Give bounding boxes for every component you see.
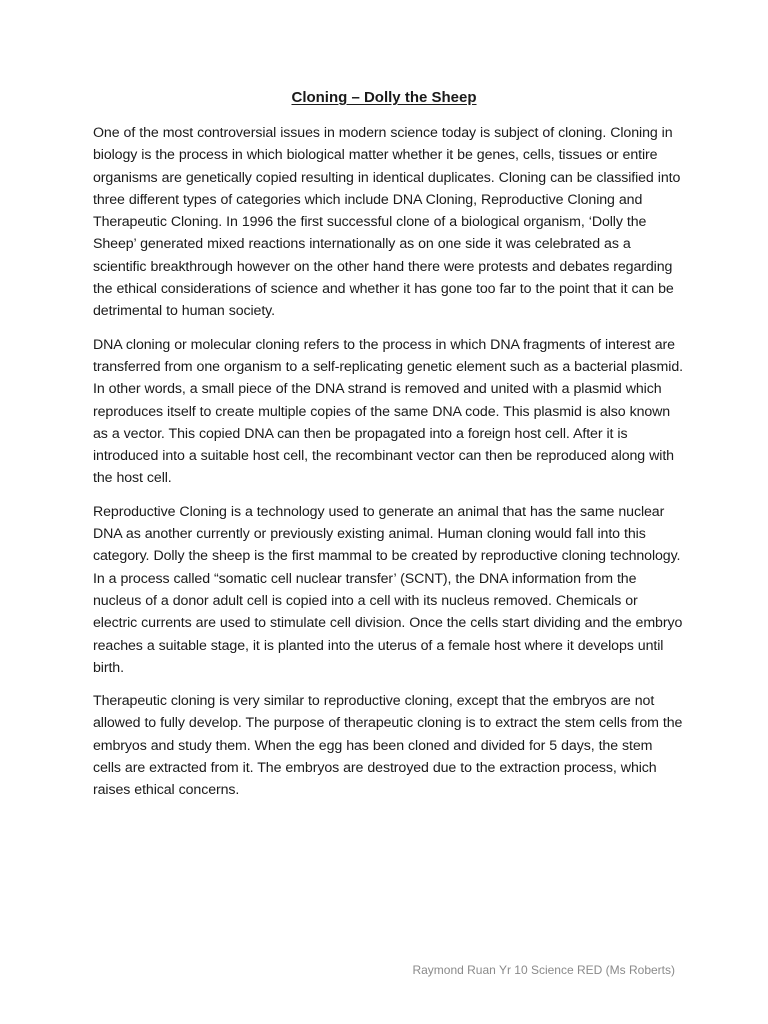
document-footer: Raymond Ruan Yr 10 Science RED (Ms Roberts)	[412, 963, 675, 977]
document-body	[93, 122, 683, 813]
paragraph-therapeutic-cloning: Therapeutic cloning is very similar to reproductive cloning, except that the embryos are not allowed to fully develop. The purpose of therapeutic cloning is to extract the stem cells from the embryos and study them. When the egg has been cloned and divided for 5 days, the stem cells are extracted from it. The embryos are destroyed due to the extraction process, which raises ethical concerns.	[93, 693, 683, 799]
document-title: Cloning – Dolly the Sheep	[291, 89, 477, 106]
paragraph-intro: One of the most controversial issues in modern science today is subject of cloning. Cloning in biology is the process in which biological matter whether it be genes, cells, tissues or entire organisms are genetically copied resulting in identical duplicates. Cloning can be classified into three different types of categories which include DNA Cloning, Reproductive Cloning and Therapeutic Cloning. In 1996 the first successful clone of a biological organism, ‘Dolly the Sheep’ generated mixed reactions internationally as on one side it was celebrated as a scientific breakthrough however on the other hand there were protests and debates regarding the ethical considerations of science and whether it has gone too far to the point that it can be detrimental to human society.	[93, 125, 681, 320]
paragraph-dna-cloning: DNA cloning or molecular cloning refers to the process in which DNA fragments of interest are transferred from one organism to a self-replicating genetic element such as a bacterial plasmid. In other words, a small piece of the DNA strand is removed and united with a plasmid which reproduces itself to create multiple copies of the same DNA code. This plasmid is also known as a vector. This copied DNA can then be propagated into a foreign host cell. After it is introduced into a suitable host cell, the recombinant vector can then be reproduced along with the host cell.	[93, 336, 683, 487]
paragraph-reproductive-cloning: Reproductive Cloning is a technology used to generate an animal that has the same nuclear DNA as another currently or previously existing animal. Human cloning would fall into this category. Dolly the sheep is the first mammal to be created by reproductive cloning technology. In a process called “somatic cell nuclear transfer’ (SCNT), the DNA information from the nucleus of a donor adult cell is copied into a cell with its nucleus removed. Chemicals or electric currents are used to stimulate cell division. Once the cells start dividing and the embryo reaches a suitable stage, it is planted into the uterus of a female host where it develops until birth.	[93, 503, 683, 676]
